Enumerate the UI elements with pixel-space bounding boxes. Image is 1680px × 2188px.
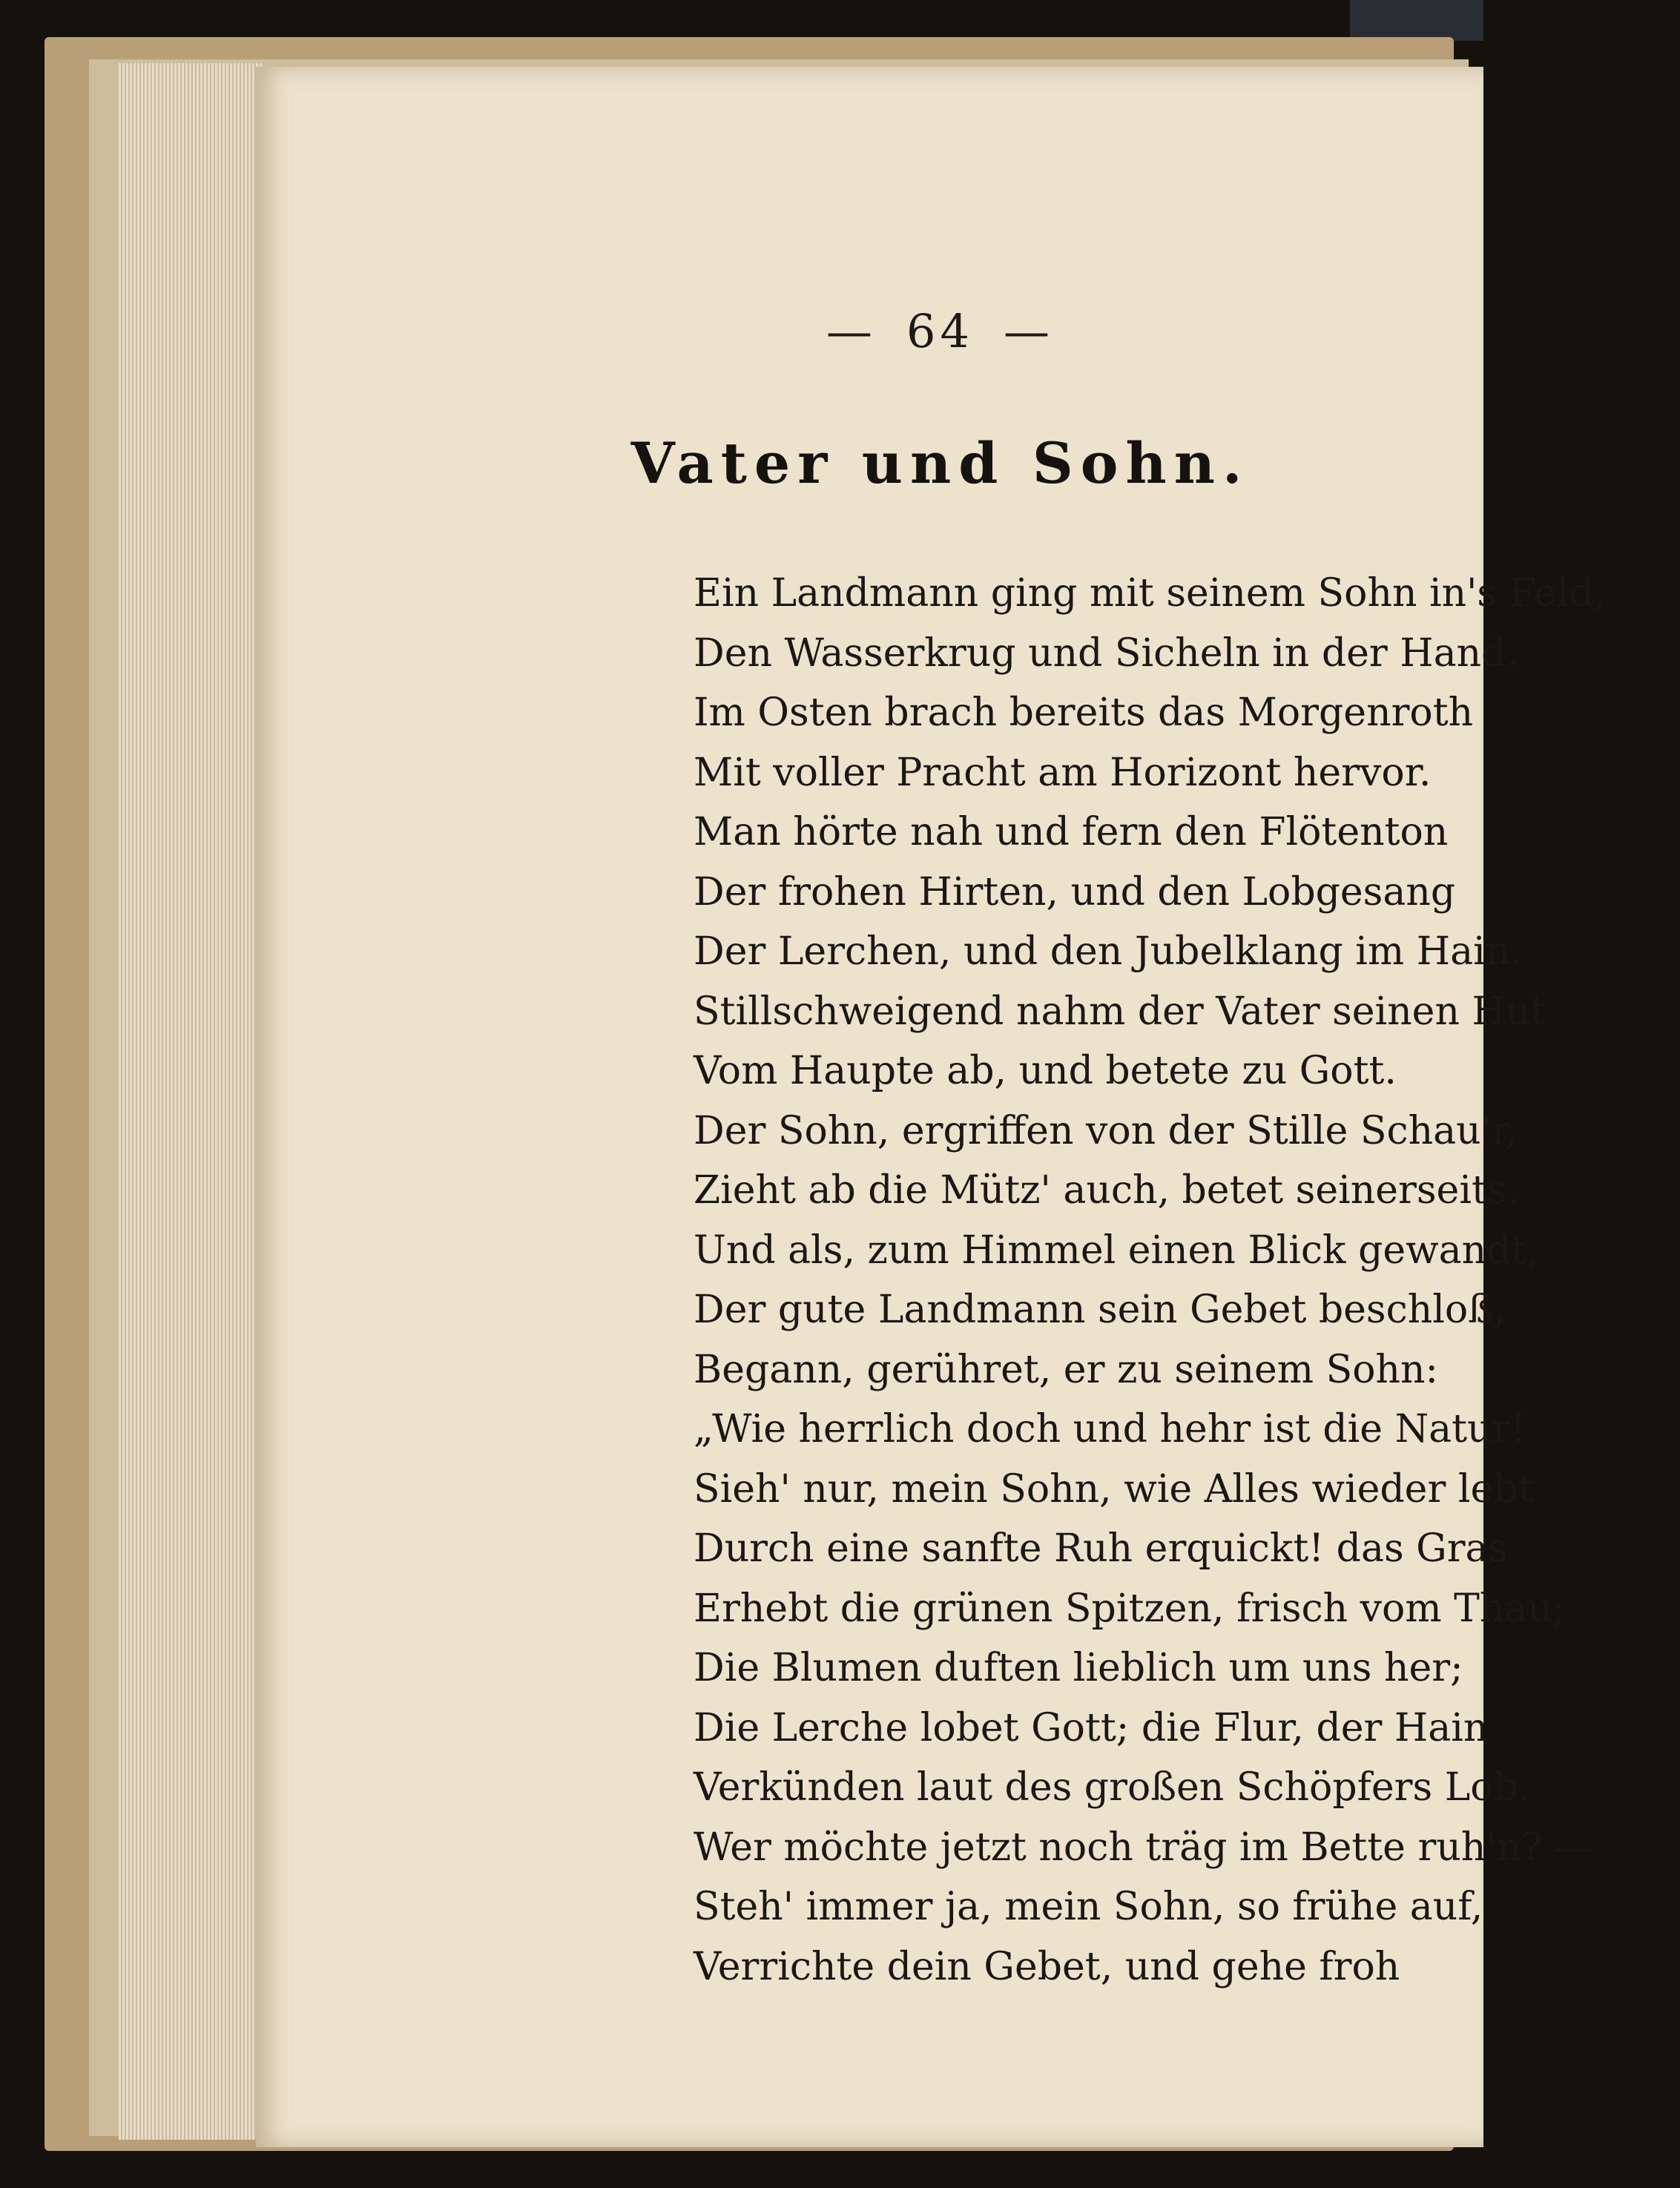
poem-line: Verkünden laut des großen Schöpfers Lob. [694, 1765, 1531, 1810]
poem-line: Ein Landmann ging mit seinem Sohn in's Feld, [694, 571, 1607, 616]
background-corner [1350, 0, 1483, 41]
poem-line: Erhebt die grünen Spitzen, frisch vom Thau; [694, 1586, 1566, 1631]
poem-line: Die Blumen duften lieblich um uns her; [694, 1646, 1463, 1690]
poem-line: Der gute Landmann sein Gebet beschloß, [694, 1288, 1506, 1332]
poem-line: Den Wasserkrug und Sicheln in der Hand. [694, 630, 1518, 676]
poem-line: Begann, gerühret, er zu seinem Sohn: [694, 1347, 1438, 1392]
header-dash-right: — [1003, 304, 1054, 358]
poem-line: Und als, zum Himmel einen Blick gewandt, [694, 1228, 1539, 1273]
poem-line: Verrichte dein Gebet, und gehe froh [694, 1944, 1400, 1989]
poem-text [694, 564, 1680, 1997]
page-number-header [256, 304, 1624, 358]
poem-line: Der frohen Hirten, und den Lobgesang [694, 869, 1456, 915]
poem-line: Mit voller Pracht am Horizont hervor. [694, 750, 1432, 795]
poem-line: Stillschweigend nahm der Vater seinen Hut [694, 989, 1546, 1034]
poem-line: Man hörte nah und fern den Flötenton [694, 810, 1449, 854]
poem-line: Wer möchte jetzt noch träg im Bette ruh'n? — [694, 1825, 1593, 1870]
poem-line: Der Sohn, ergriffen von der Stille Schau'r, [694, 1108, 1518, 1153]
poem-line: Sieh' nur, mein Sohn, wie Alles wieder lebt [694, 1466, 1534, 1512]
poem-line: Vom Haupte ab, und betete zu Gott. [694, 1049, 1397, 1093]
poem-title: Vater und Sohn. [630, 430, 1250, 496]
poem-line: Im Osten brach bereits das Morgenroth [694, 691, 1474, 735]
poem-line: Durch eine sanfte Ruh erquickt! das Gras [694, 1526, 1509, 1571]
poem-line: Der Lerchen, und den Jubelklang im Hain. [694, 929, 1523, 974]
poem-line: „Wie herrlich doch und hehr ist die Natur! [694, 1407, 1526, 1451]
poem-line: Steh' immer ja, mein Sohn, so frühe auf, [694, 1885, 1483, 1929]
page-number: 64 [906, 304, 974, 358]
page-edges [119, 63, 263, 2140]
poem-line: Die Lerche lobet Gott; die Flur, der Hain [694, 1705, 1489, 1750]
header-dash-left: — [826, 304, 877, 358]
book-page [256, 67, 1607, 2147]
poem-line: Zieht ab die Mütz' auch, betet seinerseits. [694, 1168, 1520, 1213]
